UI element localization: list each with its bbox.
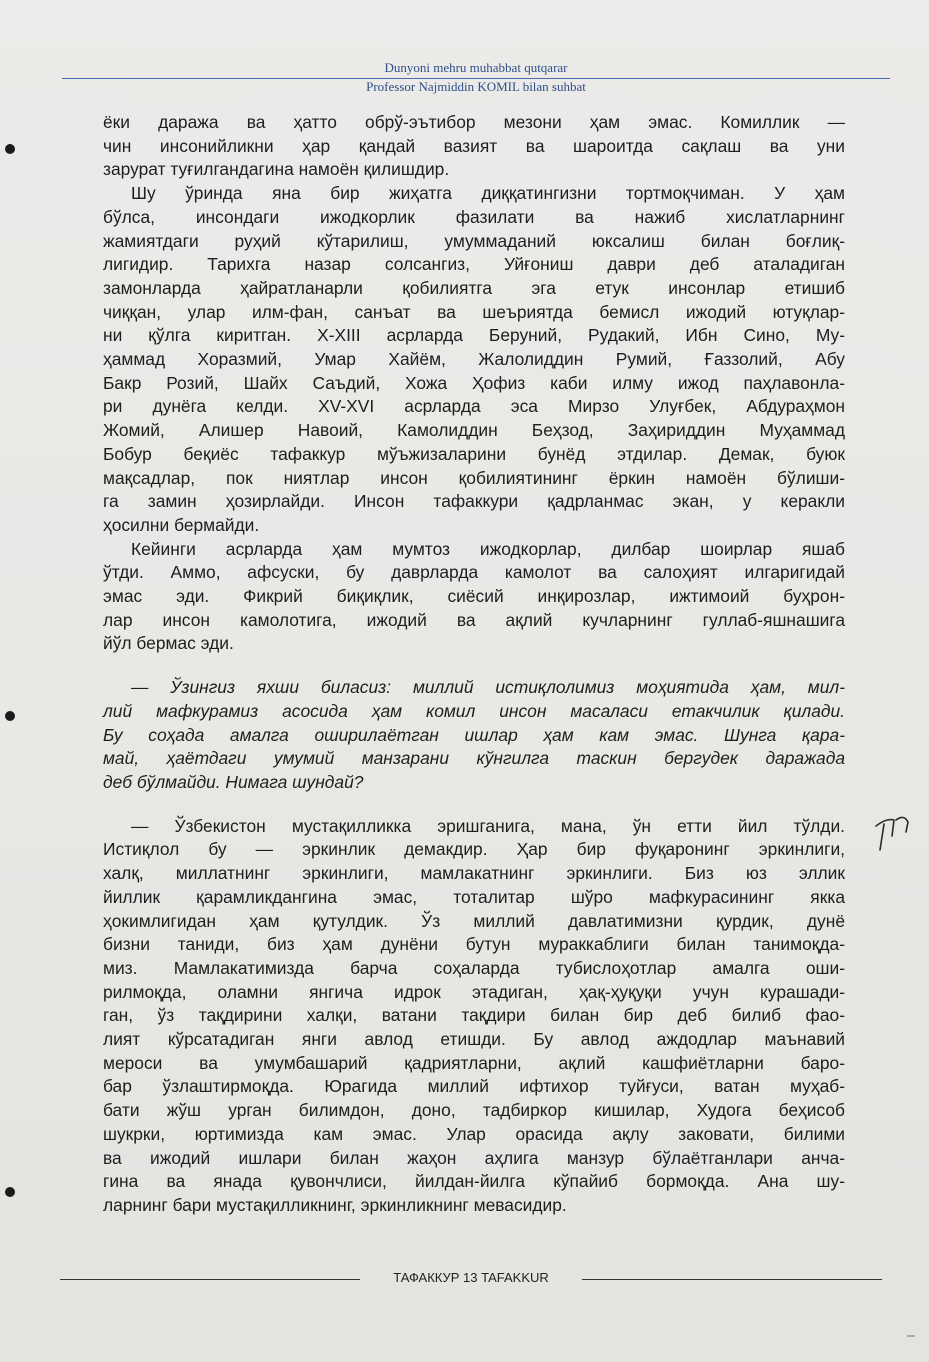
text-line: лий мафкурамиз асосида ҳам комил инсон масаласи етакчилик қилади.	[103, 700, 845, 721]
header-rule	[62, 78, 890, 79]
paper-scuff	[907, 1335, 915, 1337]
text-line: ҳокимлигидан ҳам қутулдик. Ўз миллий давлатимизни қурдик, дунё	[103, 910, 845, 931]
text-line: гина ва янада қувончлиси, йилдан-йилга кўпайиб бормоқда. Ана шу-	[103, 1171, 845, 1192]
binder-hole	[5, 1187, 15, 1197]
text-line: га замин ҳозирлайди. Инсон тафаккури қадрланмас экан, у керакли	[103, 491, 845, 512]
text-line: ҳосилни бермайди.	[103, 514, 260, 535]
text-line: ёки даража ва ҳатто обрў-эътибор мезони ҳам эмас. Комиллик —	[103, 112, 845, 132]
text-line: бар ўзлаштирмоқда. Юрагида миллий ифтихор туйғуси, ватан муҳаб-	[103, 1076, 845, 1097]
text-line: халқ, миллатнинг эркинлиги, мамлакатнинг эркинлиги. Биз юз эллик	[103, 863, 845, 884]
text-line: чин инсонийликни ҳар қандай вазият ва шароитда сақлаш ва уни	[103, 135, 845, 156]
text-line: йўл бермас эди.	[103, 633, 234, 654]
text-line: ри дунёга келди. XV-XVI асрларда эса Мирзо Улуғбек, Абдураҳмон	[103, 396, 845, 417]
paragraph-1	[103, 111, 845, 182]
text-line: Кейинги асрларда ҳам мумтоз ижодкорлар, дилбар шоирлар яшаб	[131, 538, 845, 559]
text-line: май, ҳаётдаги умумий манзарани кўнгилга таскин бергудек даражада	[103, 748, 845, 769]
text-line: рилмоқда, оламни янгича идрок этадиган, ҳақ-ҳуқуқи учун курашади-	[103, 981, 845, 1002]
text-line: замонларда ҳайратланарли қобилиятга эга етук инсонлар етишиб	[103, 277, 845, 298]
text-line: чиққан, улар илм-фан, санъат ва шеъриятда бемисл ижодий ютуқлар-	[103, 301, 845, 322]
text-line: лигидир. Тарихга назар солсангиз, Уйғониш даври деб аталадиган	[103, 254, 845, 275]
page-footer	[60, 1269, 882, 1289]
header-subtitle: Professor Najmiddin KOMIL bilan suhbat	[366, 79, 586, 94]
handwritten-mark	[872, 806, 912, 856]
text-line: миз. Мамлакатимизда барча соҳаларда тубислоҳотлар амалга оши-	[103, 957, 845, 978]
text-line: бизни таниди, биз ҳам дунёни бутун мураккаблиги билан танимоқда-	[103, 934, 845, 955]
footer-rule-right	[582, 1279, 882, 1280]
footer-text: ТАФАККУР 13 TAFAKKUR	[393, 1270, 549, 1285]
text-line: ни қўлга киритган. X-XIII асрларда Беруний, Рудакий, Ибн Сино, Му-	[103, 325, 845, 346]
text-line: шукрки, юртимизда кам эмас. Улар орасида ақлу заковати, билими	[103, 1123, 845, 1144]
text-line: ларнинг бари мустақилликнинг, эркинликнинг мевасидир.	[103, 1194, 567, 1215]
footer-rule-left	[60, 1279, 360, 1280]
text-line: — Ўзбекистон мустақилликка эришганига, мана, ўн етти йил тўлди.	[131, 815, 845, 836]
text-line: — Ўзингиз яхши биласиз: миллий истиқлолимиз моҳиятида ҳам, мил-	[131, 677, 845, 698]
text-line: лият кўрсатадиган янги авлод етишди. Бу авлод аждодлар маънавий	[103, 1029, 845, 1050]
text-line: йиллик қарамликдангина эмас, тоталитар шўро мафкурасининг якка	[103, 886, 845, 907]
text-line: Шу ўринда яна бир жиҳатга диққатингизни тортмоқчиман. У ҳам	[131, 183, 845, 204]
text-line: жамиятдаги руҳий кўтарилиш, умуммаданий юксалиш билан боғлиқ-	[103, 230, 845, 251]
text-line: ўтди. Аммо, афсуски, бу даврларда камолот ва салоҳият илгаригидай	[103, 562, 845, 583]
paragraph-3	[103, 538, 845, 657]
text-line: Бобур беқиёс тафаккур мўъжизаларини бунёд этдилар. Демак, буюк	[103, 443, 845, 464]
text-line: лар инсон камолотига, ижодий ва ақлий кучларнинг гуллаб-яшнашига	[103, 609, 845, 630]
text-line: Истиқлол бу — эркинлик демакдир. Ҳар бир фуқаронинг эркинлиги,	[103, 839, 845, 860]
text-line: бати жўш урган билимдон, доно, тадбиркор кишилар, Худога беҳисоб	[103, 1100, 845, 1121]
paragraph-2	[103, 182, 845, 538]
text-line: Бу соҳада амалга оширилаётган ишлар ҳам кам эмас. Шунга қара-	[103, 724, 845, 745]
article-body	[103, 111, 845, 1218]
binder-hole	[5, 711, 15, 721]
text-line: ган, ўз тақдирини халқи, ватани тақдири билан бир деб билиб фао-	[103, 1005, 845, 1026]
text-line: ҳаммад Хоразмий, Умар Хайём, Жалолиддин Румий, Ғаззолий, Абу	[103, 349, 845, 370]
spacer	[103, 656, 845, 676]
text-line: Бакр Розий, Шайх Саъдий, Хожа Ҳофиз каби илму ижод паҳлавонла-	[103, 372, 845, 393]
interview-answer	[103, 815, 845, 1218]
text-line: Жомий, Алишер Навоий, Камолиддин Беҳзод, Заҳириддин Муҳаммад	[103, 420, 845, 441]
spacer	[103, 795, 845, 815]
text-line: деб бўлмайди. Нимага шундай?	[103, 771, 364, 792]
running-header	[62, 58, 890, 96]
text-line: мақсадлар, пок ниятлар инсон қобилиятининг ёркин намоён бўлиши-	[103, 467, 845, 488]
text-line: мероси ва умумбашарий қадриятларни, ақлий кашфиётларни баро-	[103, 1052, 845, 1073]
text-line: зарурат туғилгандагина намоён қилишдир.	[103, 159, 450, 180]
text-line: эмас эди. Фикрий биқиқлик, сиёсий инқирозлар, ижтимоий буҳрон-	[103, 586, 845, 607]
text-line: бўлса, инсондаги ижодкорлик фазилати ва нажиб хислатларнинг	[103, 206, 845, 227]
header-title: Dunyoni mehru muhabbat qutqarar	[384, 60, 568, 75]
binder-hole	[5, 144, 15, 154]
text-line: ва ижодий ишлари билан жаҳон аҳлига манзур бўлаётганлари анча-	[103, 1147, 845, 1168]
interview-question	[103, 676, 845, 795]
